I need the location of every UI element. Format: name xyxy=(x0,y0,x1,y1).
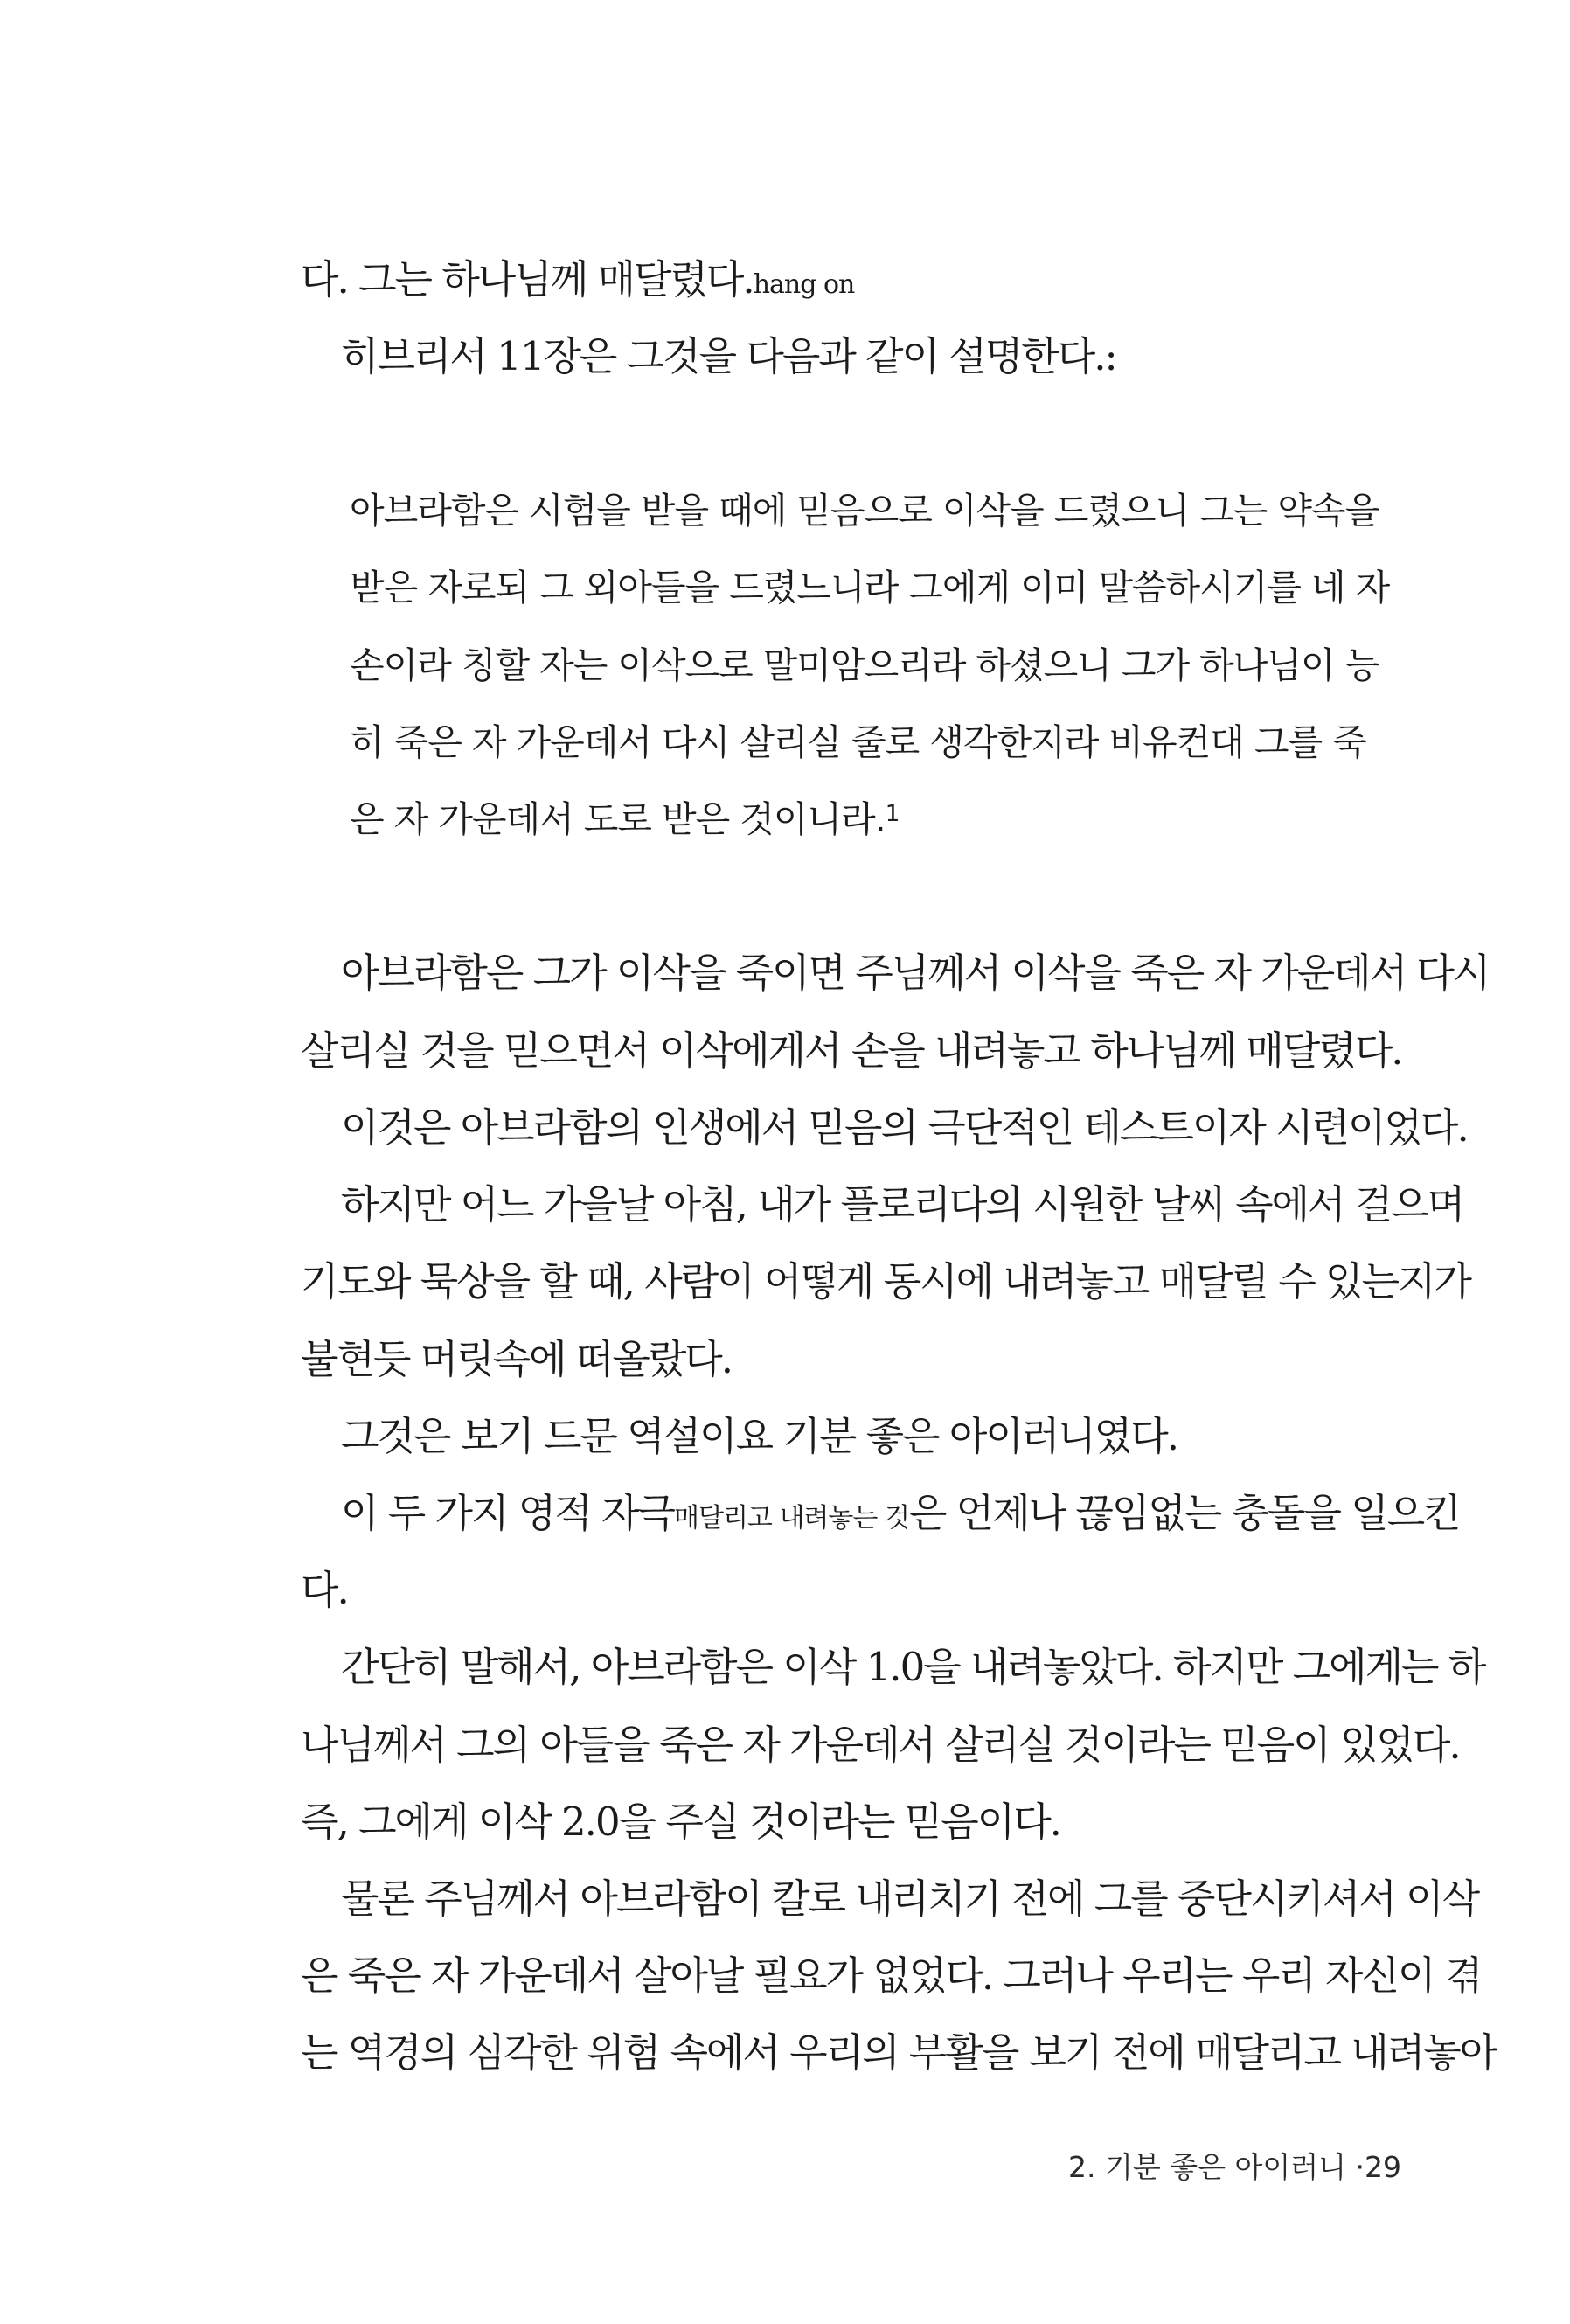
english-gloss: hang on xyxy=(753,269,855,300)
quote-line: 아브라함은 시험을 받을 때에 믿음으로 이삭을 드렸으니 그는 약속을 xyxy=(350,490,1379,532)
line-text: 다. 그는 하나님께 매달렸다. xyxy=(301,256,754,303)
footnote-marker: 1 xyxy=(885,801,900,827)
body-line: 살리실 것을 믿으면서 이삭에게서 손을 내려놓고 하나님께 매달렸다. xyxy=(301,1027,1402,1074)
body-line: 다. xyxy=(301,1567,348,1613)
body-line: 즉, 그에게 이삭 2.0을 주실 것이라는 믿음이다. xyxy=(301,1799,1060,1845)
body-line: 는 역경의 심각한 위험 속에서 우리의 부활을 보기 전에 매달리고 내려놓아 xyxy=(301,2029,1497,2076)
inline-gloss: 매달리고 내려놓는 것 xyxy=(673,1503,909,1534)
body-line: 기도와 묵상을 할 때, 사람이 어떻게 동시에 내려놓고 매달릴 수 있는지가 xyxy=(301,1258,1470,1305)
body-line xyxy=(341,1487,1460,1545)
page-footer: 2. 기분 좋은 아이러니 ·29 xyxy=(1068,2150,1401,2184)
quote-line: 손이라 칭할 자는 이삭으로 말미암으리라 하셨으니 그가 하나님이 능 xyxy=(350,644,1379,686)
line-text: 은 자 가운데서 도로 받은 것이니라. xyxy=(350,798,886,840)
body-line xyxy=(301,254,854,311)
body-line: 하지만 어느 가을날 아침, 내가 플로리다의 시원한 날씨 속에서 걸으며 xyxy=(341,1181,1464,1228)
line-text: 은 언제나 끊임없는 충돌을 일으킨 xyxy=(908,1490,1460,1536)
quote-line xyxy=(350,793,899,851)
body-line: 물론 주님께서 아브라함이 칼로 내리치기 전에 그를 중단시키셔서 이삭 xyxy=(341,1875,1479,1922)
body-line: 불현듯 머릿속에 떠올랐다. xyxy=(301,1336,733,1382)
line-text: 이 두 가지 영적 자극 xyxy=(341,1490,674,1536)
body-line: 은 죽은 자 가운데서 살아날 필요가 없었다. 그러나 우리는 우리 자신이 겪 xyxy=(301,1952,1482,1999)
body-line: 아브라함은 그가 이삭을 죽이면 주님께서 이삭을 죽은 자 가운데서 다시 xyxy=(341,950,1490,996)
body-line: 히브리서 11장은 그것을 다음과 같이 설명한다.: xyxy=(341,333,1116,379)
quote-line: 히 죽은 자 가운데서 다시 살리실 줄로 생각한지라 비유컨대 그를 죽 xyxy=(350,721,1366,763)
quote-line: 받은 자로되 그 외아들을 드렸느니라 그에게 이미 말씀하시기를 네 자 xyxy=(350,567,1390,609)
body-line: 나님께서 그의 아들을 죽은 자 가운데서 살리실 것이라는 믿음이 있었다. xyxy=(301,1722,1460,1768)
body-line: 이것은 아브라함의 인생에서 믿음의 극단적인 테스트이자 시련이었다. xyxy=(341,1104,1468,1151)
body-line: 그것은 보기 드문 역설이요 기분 좋은 아이러니였다. xyxy=(341,1413,1178,1459)
body-line: 간단히 말해서, 아브라함은 이삭 1.0을 내려놓았다. 하지만 그에게는 하 xyxy=(341,1644,1485,1690)
